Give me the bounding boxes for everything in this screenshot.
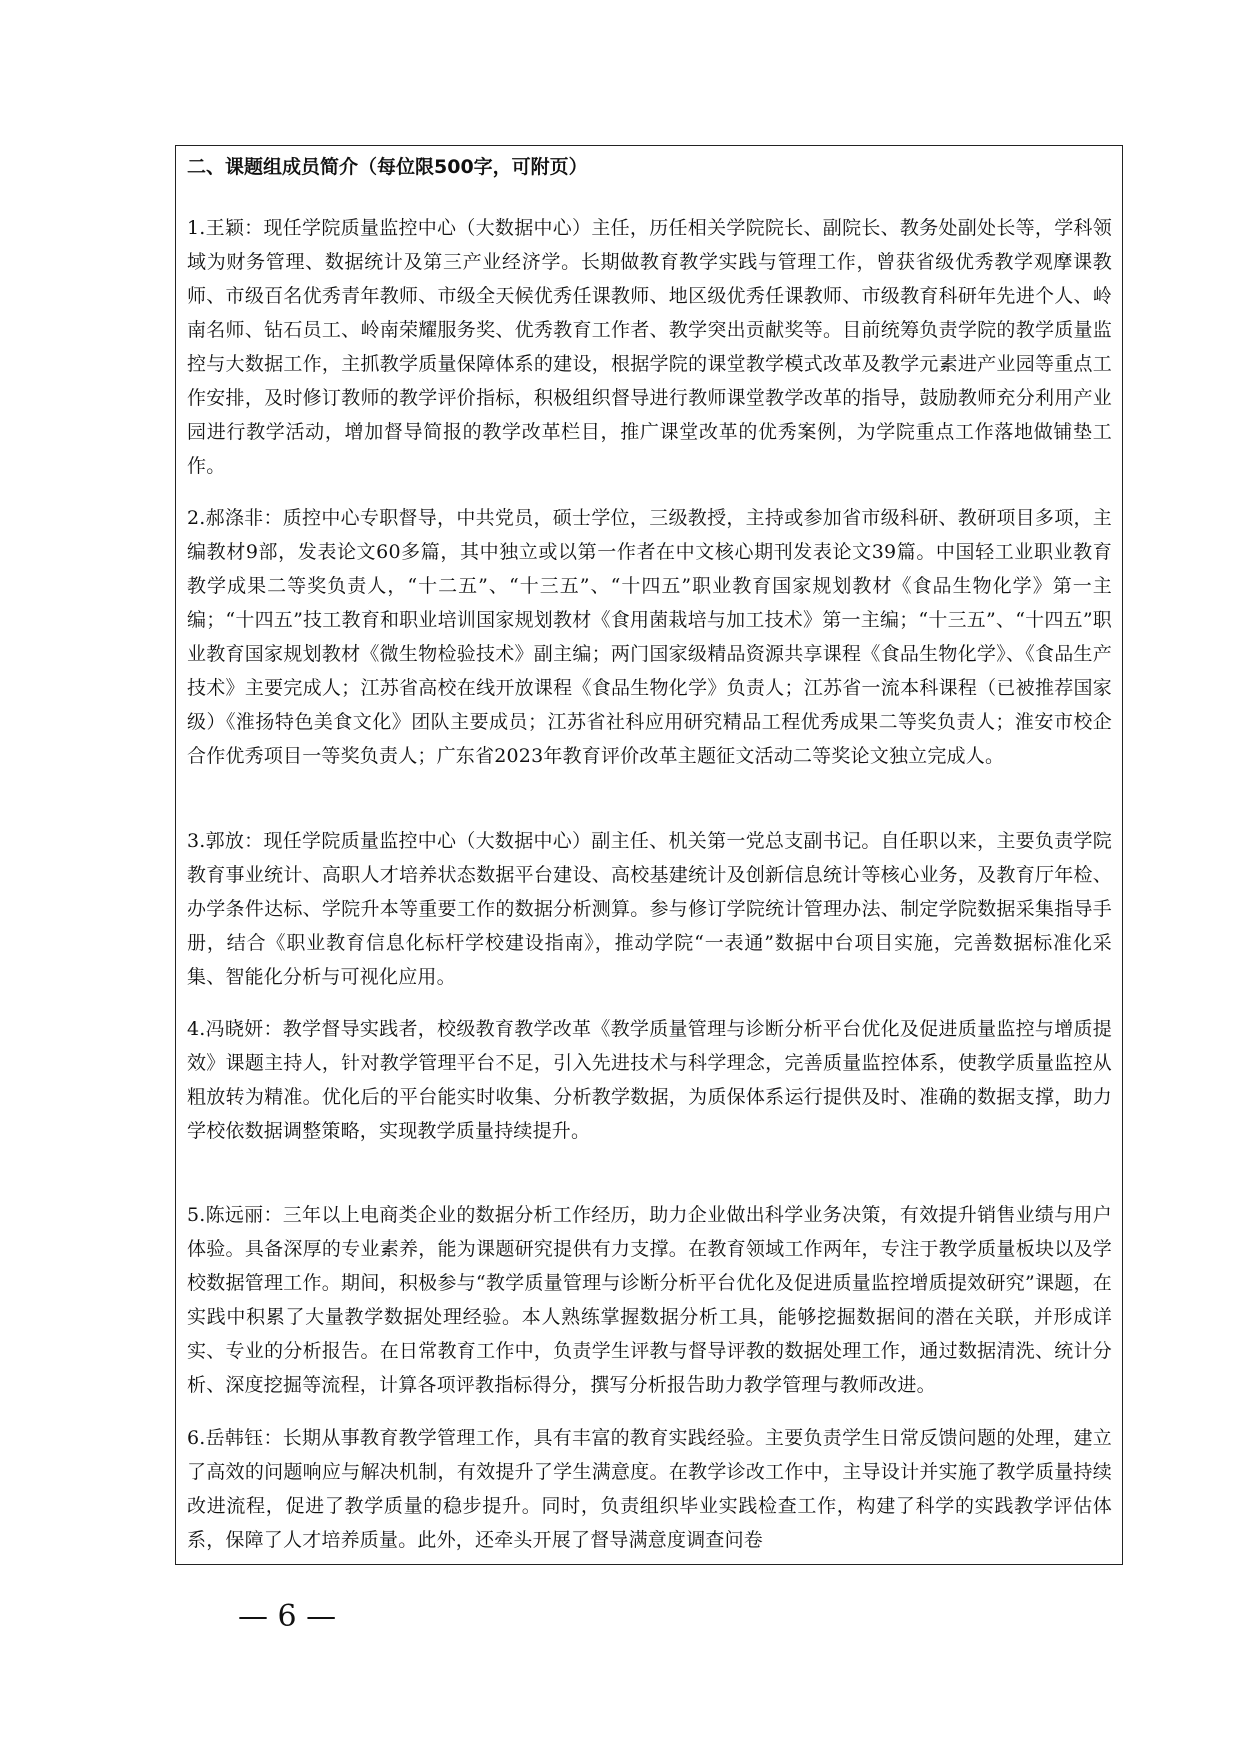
page-number: — 6 —: [238, 1599, 337, 1634]
member-bio-4: 4.冯晓妍：教学督导实践者，校级教育教学改革《教学质量管理与诊断分析平台优化及促进质量监控与增质提效》课题主持人，针对教学管理平台不足，引入先进技术与科学理念，完善质量监控体系，使教学质量监控从粗放转为精准。优化后的平台能实时收集、分析教学数据，为质保体系运行提供及时、准确的数据支撑，助力学校依数据调整策略，实现教学质量持续提升。: [187, 1018, 1112, 1142]
member-bio-2: 2.郝涤非：质控中心专职督导，中共党员，硕士学位，三级教授，主持或参加省市级科研、教研项目多项，主编教材9部，发表论文60多篇，其中独立或以第一作者在中文核心期刊发表论文39篇。中国轻工业职业教育教学成果二等奖负责人，“十二五”、“十三五”、“十四五”职业教育国家规划教材《食品生物化学》第一主编；“十四五”技工教育和职业培训国家规划教材《食用菌栽培与加工技术》第一主编；“十三五”、“十四五”职业教育国家规划教材《微生物检验技术》副主编；两门国家级精品资源共享课程《食品生物化学》、《食品生产技术》主要完成人；江苏省高校在线开放课程《食品生物化学》负责人；江苏省一流本科课程（已被推荐国家级）《淮扬特色美食文化》团队主要成员；江苏省社科应用研究精品工程优秀成果二等奖负责人；淮安市校企合作优秀项目一等奖负责人；广东省2023年教育评价改革主题征文活动二等奖论文独立完成人。: [187, 507, 1112, 767]
member-bio-3: 3.郭放：现任学院质量监控中心（大数据中心）副主任、机关第一党总支副书记。自任职以来，主要负责学院教育事业统计、高职人才培养状态数据平台建设、高校基建统计及创新信息统计等核心业务，及教育厅年检、办学条件达标、学院升本等重要工作的数据分析测算。参与修订学院统计管理办法、制定学院数据采集指导手册，结合《职业教育信息化标杆学校建设指南》，推动学院“一表通”数据中台项目实施，完善数据标准化采集、智能化分析与可视化应用。: [187, 830, 1112, 988]
member-intro-table: [175, 145, 1123, 1565]
member-bio-1: 1.王颖：现任学院质量监控中心（大数据中心）主任，历任相关学院院长、副院长、教务处副处长等，学科领域为财务管理、数据统计及第三产业经济学。长期做教育教学实践与管理工作，曾获省级优秀教学观摩课教师、市级百名优秀青年教师、市级全天候优秀任课教师、地区级优秀任课教师、市级教育科研年先进个人、岭南名师、钻石员工、岭南荣耀服务奖、优秀教育工作者、教学突出贡献奖等。目前统筹负责学院的教学质量监控与大数据工作，主抓教学质量保障体系的建设，根据学院的课堂教学模式改革及教学元素进产业园等重点工作安排，及时修订教师的教学评价指标，积极组织督导进行教师课堂教学改革的指导，鼓励教师充分利用产业园进行教学活动，增加督导简报的教学改革栏目，推广课堂改革的优秀案例，为学院重点工作落地做铺垫工作。: [187, 217, 1112, 477]
member-bio-6: 6.岳韩钰：长期从事教育教学管理工作，具有丰富的教育实践经验。主要负责学生日常反馈问题的处理，建立了高效的问题响应与解决机制，有效提升了学生满意度。在教学诊改工作中，主导设计并实施了教学质量持续改进流程，促进了教学质量的稳步提升。同时，负责组织毕业实践检查工作，构建了科学的实践教学评估体系，保障了人才培养质量。此外，还牵头开展了督导满意度调查问卷: [187, 1427, 1112, 1551]
section-heading: 二、课题组成员简介（每位限500字，可附页）: [187, 156, 588, 178]
member-bio-5: 5.陈远丽：三年以上电商类企业的数据分析工作经历，助力企业做出科学业务决策，有效提升销售业绩与用户体验。具备深厚的专业素养，能为课题研究提供有力支撑。在教育领域工作两年，专注于教学质量板块以及学校数据管理工作。期间，积极参与“教学质量管理与诊断分析平台优化及促进质量监控增质提效研究”课题，在实践中积累了大量教学数据处理经验。本人熟练掌握数据分析工具，能够挖掘数据间的潜在关联，并形成详实、专业的分析报告。在日常教育工作中，负责学生评教与督导评教的数据处理工作，通过数据清洗、统计分析、深度挖掘等流程，计算各项评教指标得分，撰写分析报告助力教学管理与教师改进。: [187, 1204, 1112, 1396]
